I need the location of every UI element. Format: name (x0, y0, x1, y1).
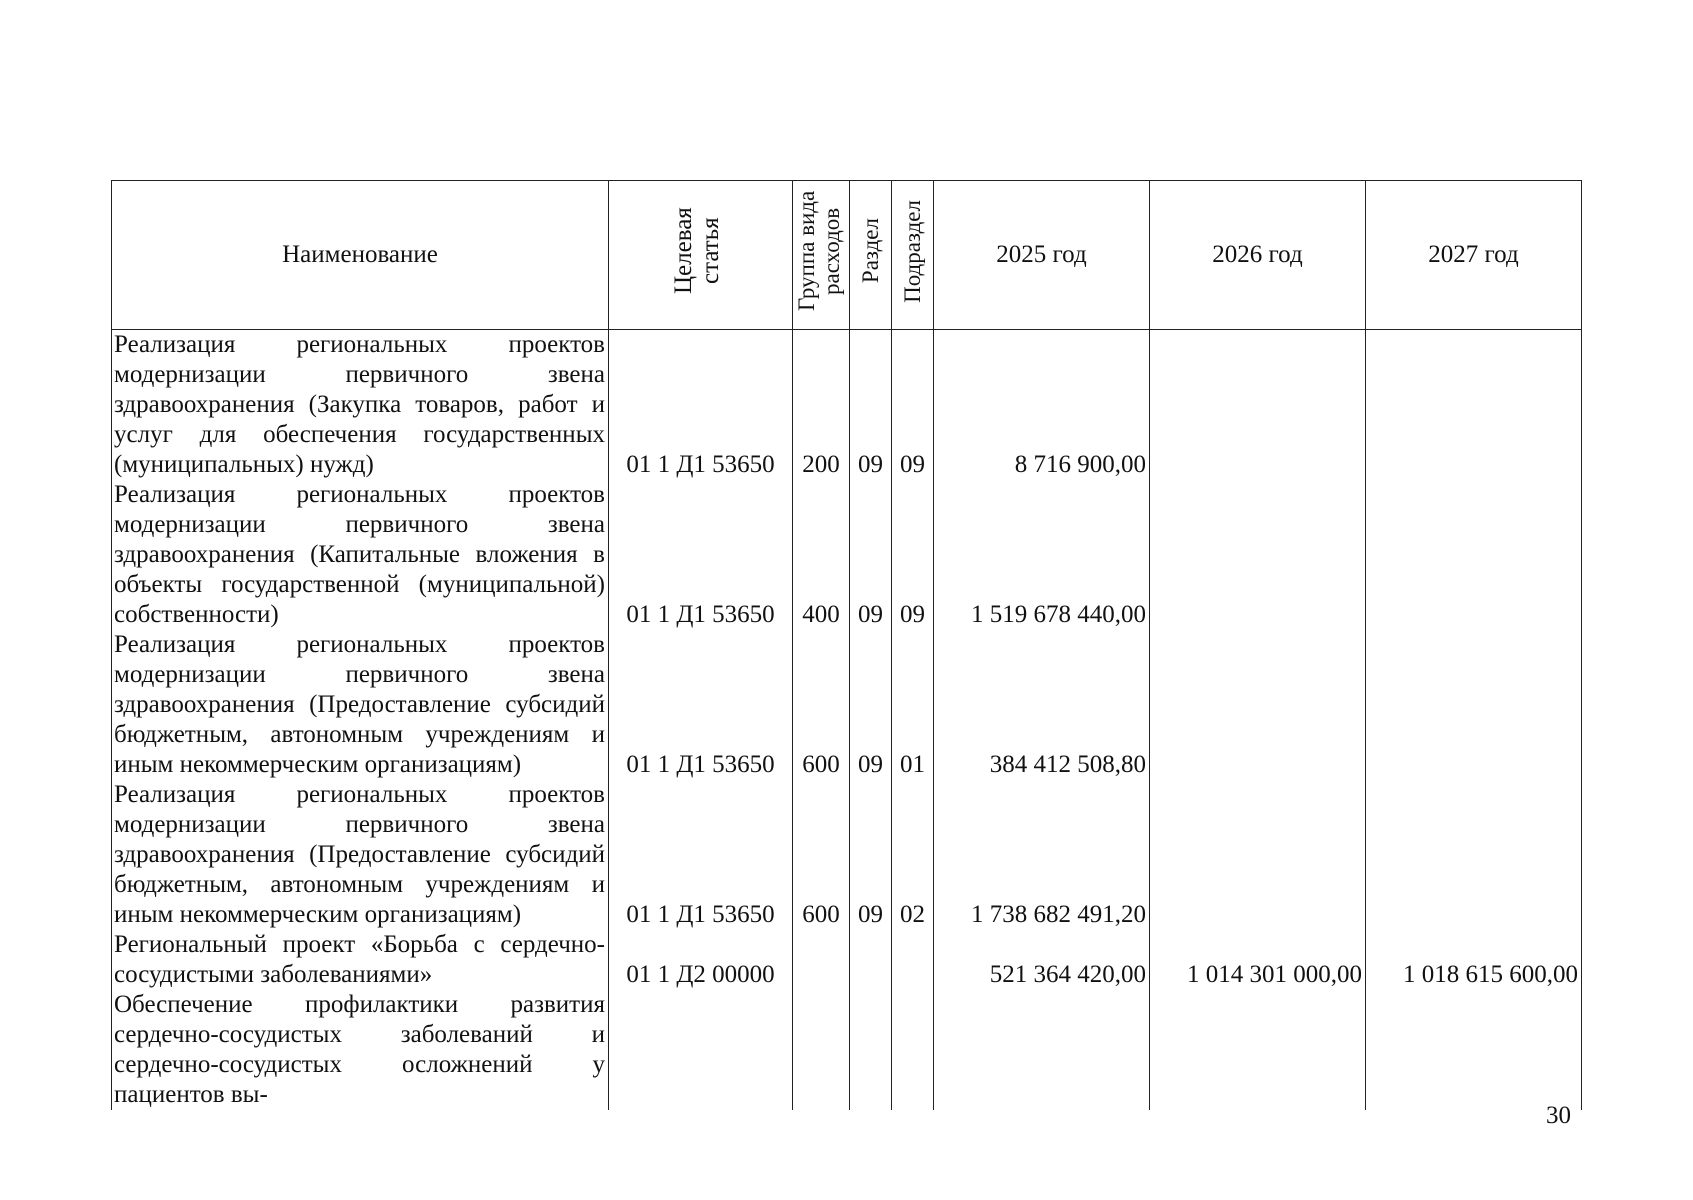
row-amount-2027: 1 018 615 600,00 (1366, 930, 1582, 990)
row-target-article: 01 1 Д1 53650 (609, 780, 793, 930)
table-row (112, 480, 1582, 630)
row-amount-2027 (1366, 480, 1582, 630)
row-name: Реализация региональных проектов модернизации первичного звена здравоохранения (Капитальные вложения в объекты государственной (муниципальной) собственности) (112, 480, 609, 630)
row-section (850, 990, 892, 1110)
header-expense-group: Группа вида расходов (793, 181, 850, 330)
row-target-article: 01 1 Д1 53650 (609, 330, 793, 481)
table-row (112, 630, 1582, 780)
row-amount-2026 (1150, 630, 1366, 780)
row-subsection: 09 (892, 480, 934, 630)
row-section: 09 (850, 780, 892, 930)
row-amount-2025: 8 716 900,00 (934, 330, 1150, 481)
row-amount-2027 (1366, 990, 1582, 1110)
row-expense-group: 600 (793, 630, 850, 780)
header-subsection: Подраздел (892, 181, 934, 330)
row-amount-2026 (1150, 990, 1366, 1110)
row-expense-group: 200 (793, 330, 850, 481)
row-target-article: 01 1 Д1 53650 (609, 630, 793, 780)
header-section: Раздел (850, 181, 892, 330)
row-amount-2027 (1366, 630, 1582, 780)
row-name: Региональный проект «Борьба с сердечно-сосудистыми заболеваниями» (112, 930, 609, 990)
row-amount-2025: 1 738 682 491,20 (934, 780, 1150, 930)
row-subsection: 09 (892, 330, 934, 481)
table-row (112, 780, 1582, 930)
table-row (112, 330, 1582, 481)
row-target-article: 01 1 Д1 53650 (609, 480, 793, 630)
row-target-article (609, 990, 793, 1110)
row-amount-2026 (1150, 780, 1366, 930)
row-section (850, 930, 892, 990)
table-row (112, 930, 1582, 990)
row-amount-2027 (1366, 330, 1582, 481)
row-target-article: 01 1 Д2 00000 (609, 930, 793, 990)
row-amount-2025: 1 519 678 440,00 (934, 480, 1150, 630)
row-subsection (892, 990, 934, 1110)
header-year-2027: 2027 год (1366, 181, 1582, 330)
row-subsection: 02 (892, 780, 934, 930)
budget-table (111, 180, 1582, 1110)
row-name: Реализация региональных проектов модернизации первичного звена здравоохранения (Предоставление субсидий бюджетным, автономным учреждениям и иным некоммерческим организациям) (112, 630, 609, 780)
row-section: 09 (850, 480, 892, 630)
row-amount-2025: 384 412 508,80 (934, 630, 1150, 780)
header-target-article: Целевая статья (609, 181, 793, 330)
row-subsection (892, 930, 934, 990)
header-name: Наименование (112, 181, 609, 330)
row-section: 09 (850, 330, 892, 481)
row-expense-group: 600 (793, 780, 850, 930)
page-number: 30 (1546, 1102, 1571, 1129)
row-expense-group: 400 (793, 480, 850, 630)
row-subsection: 01 (892, 630, 934, 780)
header-year-2025: 2025 год (934, 181, 1150, 330)
table-header-row (112, 181, 1582, 330)
row-expense-group (793, 930, 850, 990)
row-amount-2026 (1150, 480, 1366, 630)
row-amount-2026 (1150, 330, 1366, 481)
row-amount-2025 (934, 990, 1150, 1110)
table-row (112, 990, 1582, 1110)
row-name: Реализация региональных проектов модернизации первичного звена здравоохранения (Предоставление субсидий бюджетным, автономным учреждениям и иным некоммерческим организациям) (112, 780, 609, 930)
row-amount-2027 (1366, 780, 1582, 930)
row-expense-group (793, 990, 850, 1110)
row-amount-2026: 1 014 301 000,00 (1150, 930, 1366, 990)
header-year-2026: 2026 год (1150, 181, 1366, 330)
row-amount-2025: 521 364 420,00 (934, 930, 1150, 990)
row-name: Реализация региональных проектов модернизации первичного звена здравоохранения (Закупка товаров, работ и услуг для обеспечения государственных (муниципальных) нужд) (112, 330, 609, 481)
row-name: Обеспечение профилактики развития сердечно-сосудистых заболеваний и сердечно-сосудистых осложнений у пациентов вы- (112, 990, 609, 1110)
row-section: 09 (850, 630, 892, 780)
